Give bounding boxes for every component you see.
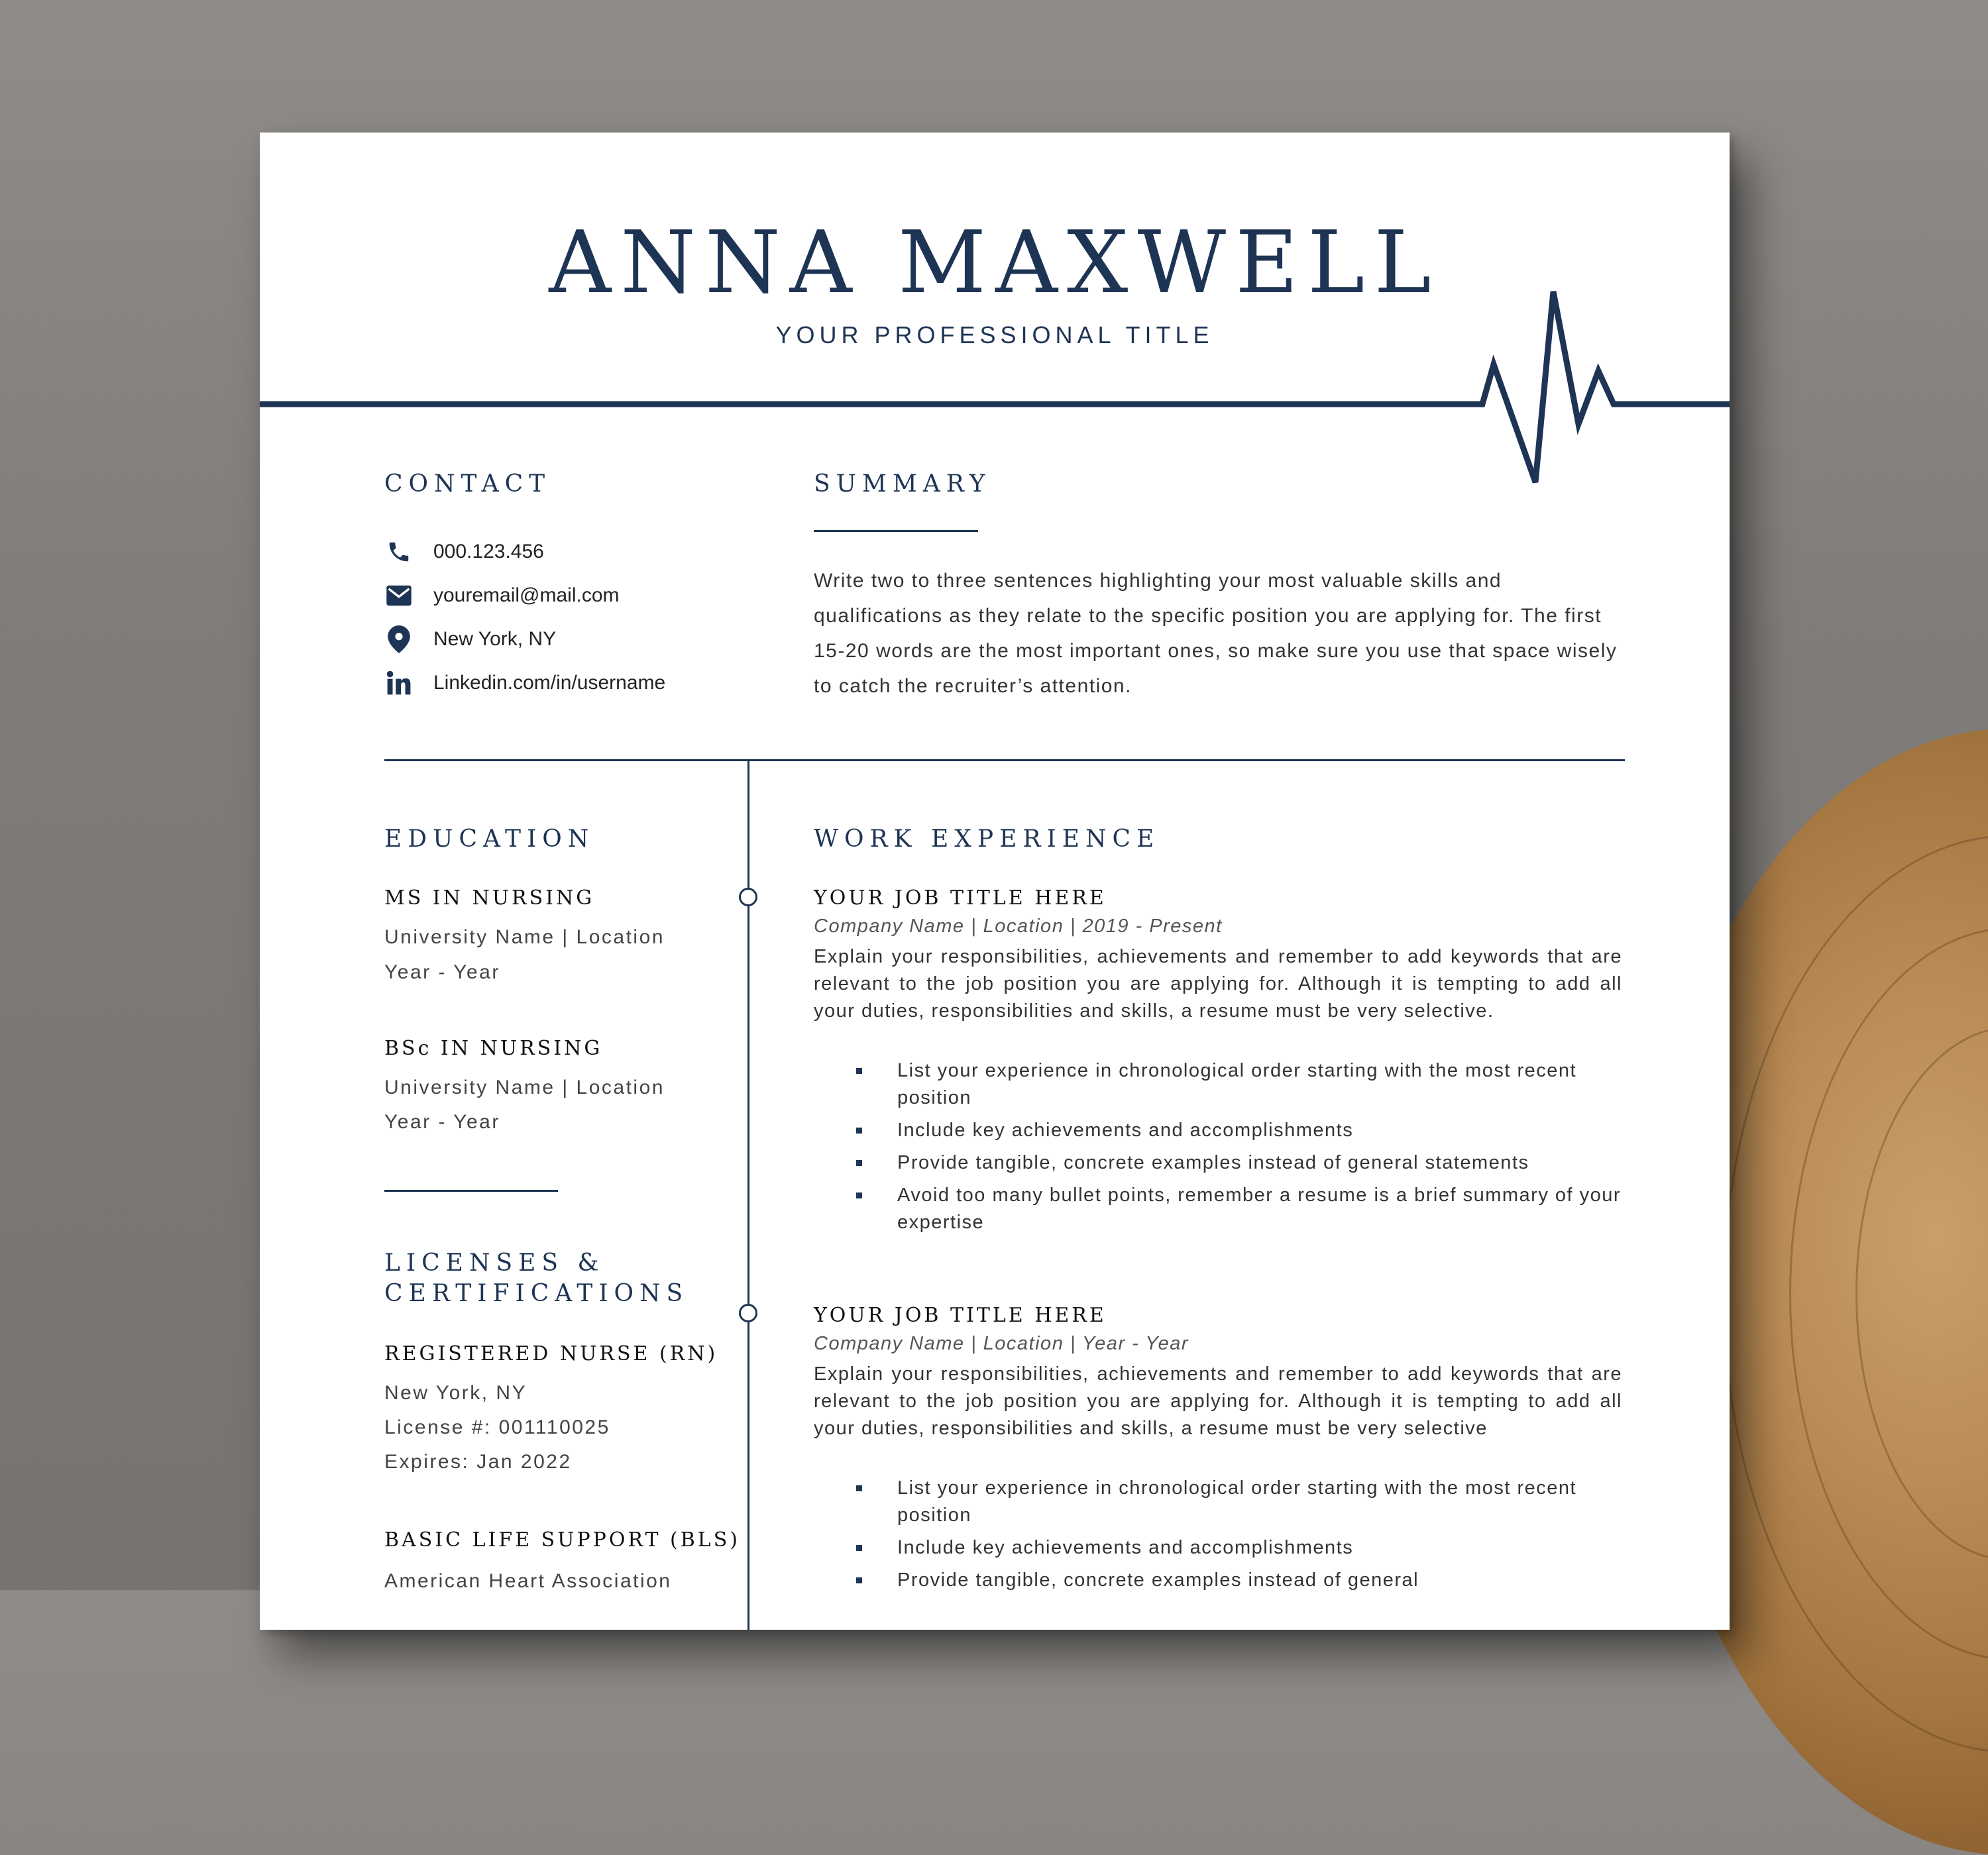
list-item: Avoid too many bullet points, remember a resume is a brief summary of your expertise: [856, 1182, 1625, 1236]
list-item: List your experience in chronological order starting with the most recent position: [856, 1475, 1625, 1529]
job-description-1: Explain your responsibilities, achievements and remember to add keywords that are relevant to the job position you are applying for. Although it is tempting to add all your duties, responsibilities and skills, a resume must be very selective.: [814, 946, 1622, 1022]
job-meta-2: Company Name | Location | Year - Year: [814, 1333, 1189, 1354]
licenses-heading-line2: CERTIFICATIONS: [384, 1280, 689, 1307]
licenses-heading-line1: LICENSES &: [384, 1249, 605, 1277]
job-bullets-2: [856, 1475, 1625, 1599]
contact-heading: CONTACT: [384, 470, 551, 498]
location-icon: [384, 625, 414, 654]
license-expiry-1: Expires: Jan 2022: [384, 1451, 572, 1473]
summary-heading: SUMMARY: [814, 470, 991, 498]
license-number-1: License #: 001110025: [384, 1416, 610, 1438]
job-meta-1: Company Name | Location | 2019 - Present: [814, 916, 1223, 937]
contact-phone-text: 000.123.456: [433, 541, 544, 562]
list-item: Provide tangible, concrete examples instead of general: [856, 1567, 1625, 1594]
list-item: Provide tangible, concrete examples instead of general statements: [856, 1149, 1625, 1177]
contact-phone: [384, 530, 665, 574]
timeline-dot-job-1: [739, 888, 757, 906]
timeline-dot-job-2: [739, 1304, 757, 1322]
education-school-2: University Name | Location: [384, 1077, 665, 1098]
summary-underline: [814, 530, 978, 532]
education-underline: [384, 1190, 558, 1192]
work-heading: WORK EXPERIENCE: [814, 825, 1160, 853]
email-icon: [384, 581, 414, 610]
contact-email-text[interactable]: youremail@mail.com: [433, 584, 620, 606]
contact-linkedin-text[interactable]: Linkedin.com/in/username: [433, 672, 666, 694]
license-title-2: BASIC LIFE SUPPORT (BLS): [384, 1528, 740, 1552]
job-bullets-1: [856, 1057, 1625, 1242]
list-item: Include key achievements and accomplishments: [856, 1117, 1625, 1144]
education-degree-2: BSc IN NURSING: [384, 1037, 603, 1060]
list-item: Include key achievements and accomplishments: [856, 1534, 1625, 1562]
license-issuer-2: American Heart Association: [384, 1570, 672, 1592]
education-degree-1: MS IN NURSING: [384, 886, 595, 910]
candidate-name: ANNA MAXWELL: [549, 212, 1441, 313]
list-item: List your experience in chronological order starting with the most recent position: [856, 1057, 1625, 1112]
professional-title: YOUR PROFESSIONAL TITLE: [775, 321, 1214, 348]
education-years-1: Year - Year: [384, 961, 500, 983]
job-description-2: Explain your responsibilities, achievements and remember to add keywords that are relevant to the job position you are applying for. Although it is tempting to add all your duties, responsibilities and skills, a resume must be very selective: [814, 1363, 1622, 1439]
linkedin-icon: [384, 668, 414, 698]
contact-linkedin: [384, 661, 665, 705]
job-title-2: YOUR JOB TITLE HERE: [814, 1304, 1107, 1327]
contact-email: [384, 574, 665, 617]
resume-page: [260, 132, 1730, 1630]
contact-location-text: New York, NY: [433, 628, 557, 650]
education-heading: EDUCATION: [384, 825, 595, 853]
education-years-2: Year - Year: [384, 1111, 500, 1133]
phone-icon: [384, 537, 414, 566]
contact-location: [384, 617, 665, 661]
license-location-1: New York, NY: [384, 1382, 527, 1404]
license-title-1: REGISTERED NURSE (RN): [384, 1342, 718, 1365]
job-title-1: YOUR JOB TITLE HERE: [814, 886, 1107, 910]
education-school-1: University Name | Location: [384, 926, 665, 948]
section-divider: [384, 759, 1625, 761]
heartbeat-line: [260, 132, 1730, 490]
contact-list: [384, 530, 665, 705]
summary-text: Write two to three sentences highlighting your most valuable skills and qualifications as they relate to the specific position you are applying for. The first 15-20 words are the most important ones, so make sure you use that space wisely to catch the recruiter’s attention.: [814, 570, 1618, 697]
